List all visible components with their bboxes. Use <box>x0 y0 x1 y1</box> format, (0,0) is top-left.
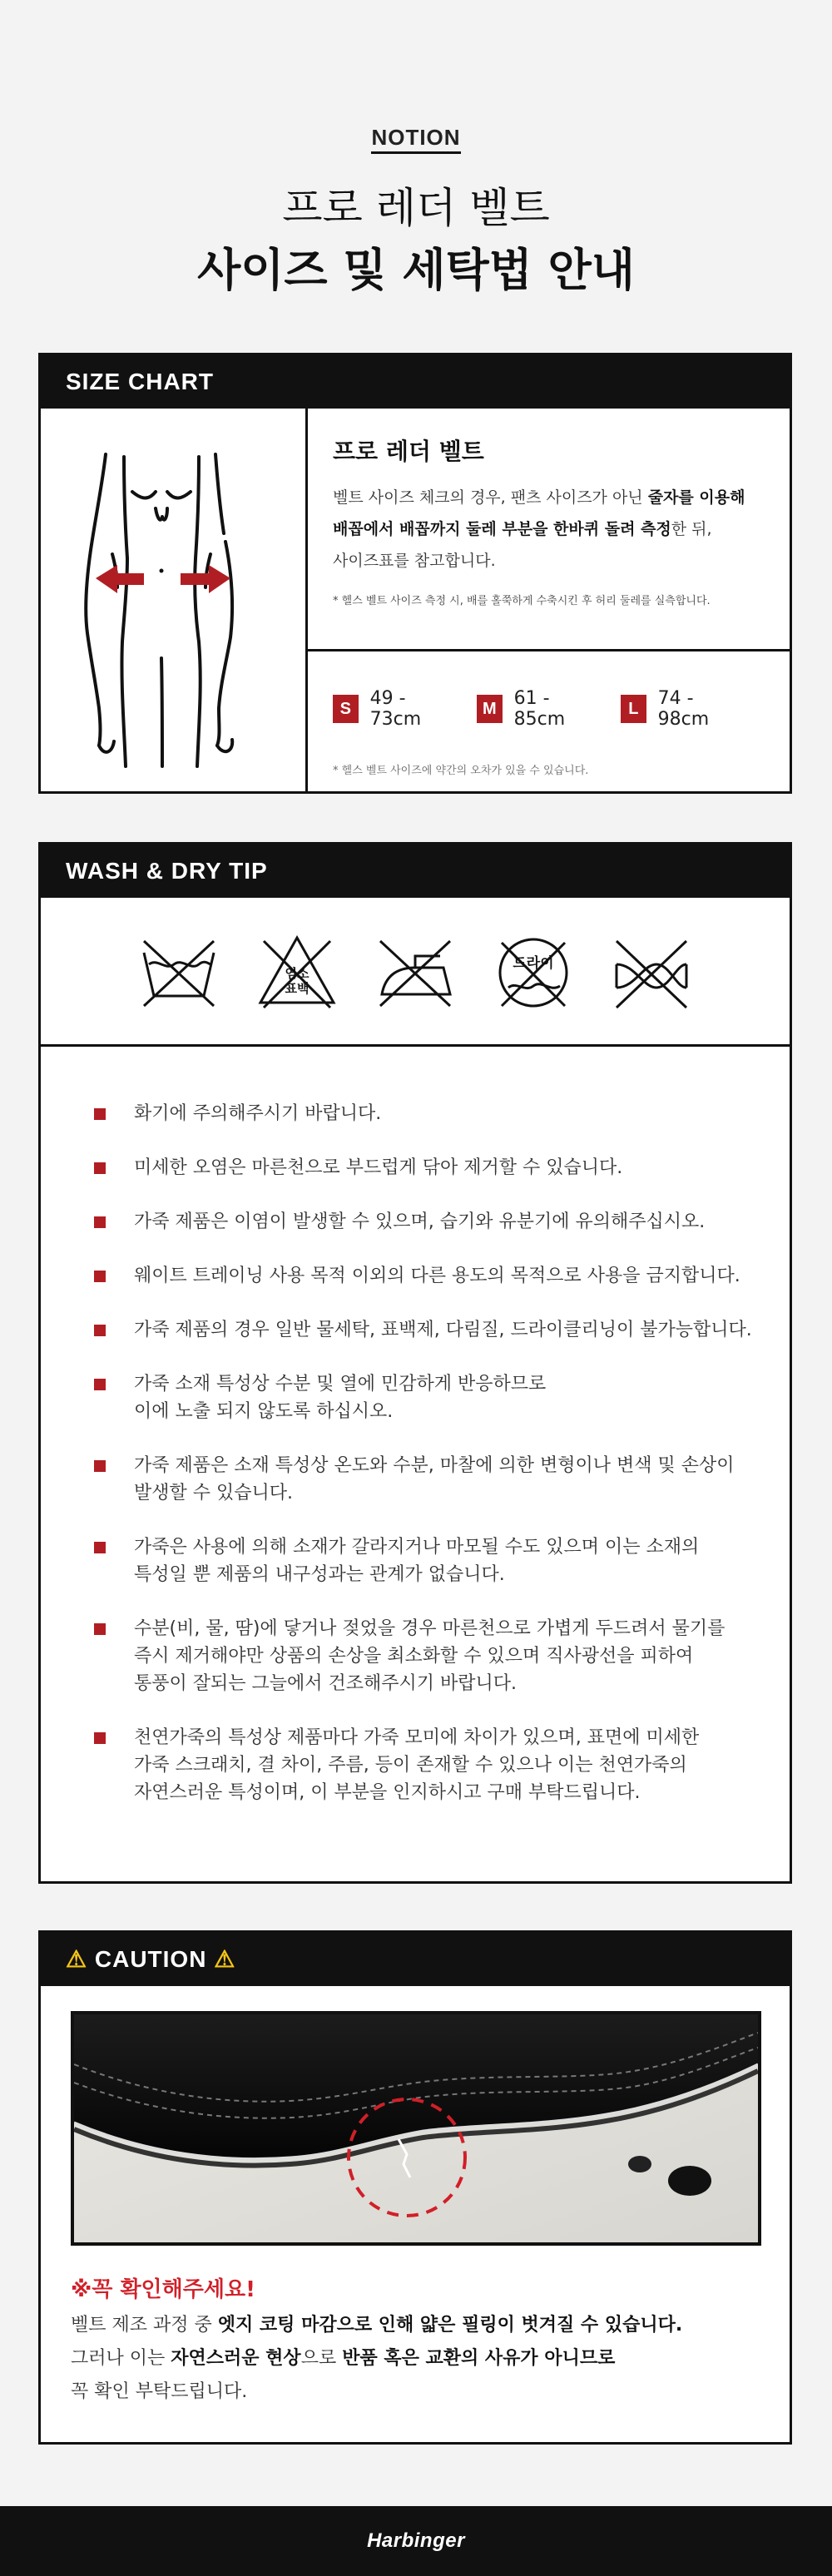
size-badge: M <box>477 695 503 723</box>
no-wring-icon <box>610 929 693 1013</box>
care-icons <box>41 898 790 1047</box>
footer <box>0 2506 832 2576</box>
caution-text: 벨트 제조 과정 중 엣지 코팅 마감으로 인해 얇은 필링이 벗겨질 수 있습니다. 그러나 이는 자연스러운 현상으로 반품 혹은 교환의 사유가 아니므로 꼭 확인 부탁드립니다. <box>71 2315 683 2402</box>
care-tip-text: 가죽 제품은 소재 특성상 온도와 수분, 마찰에 의한 변형이나 변색 및 손상이 발생할 수 있습니다. <box>134 1455 735 1503</box>
care-tip-item <box>94 1724 756 1806</box>
care-tip-item <box>94 1262 756 1290</box>
waist-measure-icon <box>41 409 305 791</box>
care-tip-item <box>94 1533 756 1588</box>
care-tip-item <box>94 1452 756 1507</box>
size-chart-heading: SIZE CHART <box>41 355 790 409</box>
bullet-square-icon <box>94 1325 106 1336</box>
size-info <box>308 409 790 791</box>
bullet-square-icon <box>94 1542 106 1553</box>
no-bleach-icon <box>255 929 339 1013</box>
care-tip-text: 가죽 제품의 경우 일반 물세탁, 표백제, 다림질, 드라이클리닝이 불가능합니다. <box>134 1320 752 1340</box>
care-tip-item <box>94 1316 756 1344</box>
body-illustration <box>41 409 308 791</box>
care-tip-item <box>94 1208 756 1236</box>
warning-icon: ⚠ <box>214 1946 236 1972</box>
product-name: 프로 레더 벨트 <box>333 438 484 465</box>
care-tip-text: 가죽 소재 특성상 수분 및 열에 민감하게 반응하므로 이에 노출 되지 않도록 하십시오. <box>134 1374 547 1422</box>
care-tip-text: 웨이트 트레이닝 사용 목적 이외의 다른 용도의 목적으로 사용을 금지합니다. <box>134 1266 740 1286</box>
warning-icon: ⚠ <box>66 1946 88 1972</box>
size-badge: S <box>333 695 359 723</box>
measure-note: * 헬스 벨트 사이즈 측정 시, 배를 홀쭉하게 수축시킨 후 허리 둘레를 실측합니다. <box>333 595 711 607</box>
harbinger-logo: Harbinger <box>367 2529 465 2552</box>
svg-text:염소: 염소 <box>285 966 310 981</box>
size-tolerance-note: * 헬스 벨트 사이즈에 약간의 오차가 있을 수 있습니다. <box>333 765 589 777</box>
page-title-line2: 사이즈 및 세탁법 안내 <box>197 244 635 296</box>
bullet-square-icon <box>94 1732 106 1744</box>
bullet-square-icon <box>94 1379 106 1390</box>
edge-peeling-photo <box>71 2011 761 2246</box>
bullet-square-icon <box>94 1271 106 1282</box>
svg-text:드라이: 드라이 <box>513 955 554 972</box>
size-range: 74 - 98cm <box>657 688 710 730</box>
size-chart-section <box>38 353 792 794</box>
care-tip-text: 가죽 제품은 이염이 발생할 수 있으며, 습기와 유분기에 유의해주십시오. <box>134 1211 706 1232</box>
care-tip-text: 미세한 오염은 마른천으로 부드럽게 닦아 제거할 수 있습니다. <box>134 1157 623 1178</box>
caution-section <box>38 1930 792 2445</box>
svg-text:표백: 표백 <box>285 981 310 996</box>
caution-heading: ⚠ CAUTION ⚠ <box>41 1933 790 1986</box>
bullet-square-icon <box>94 1162 106 1174</box>
size-s <box>333 688 453 730</box>
bullet-square-icon <box>94 1623 106 1635</box>
size-m <box>477 688 597 730</box>
no-iron-icon <box>374 929 457 1013</box>
no-wash-icon <box>137 929 220 1013</box>
size-badge: L <box>621 695 646 723</box>
care-tip-item <box>94 1154 756 1181</box>
bullet-square-icon <box>94 1216 106 1228</box>
no-dry-clean-icon <box>492 929 575 1013</box>
care-tip-text: 수분(비, 물, 땀)에 닿거나 젖었을 경우 마른천으로 가볍게 두드려서 물기를 즉시 제거해야만 상품의 손상을 최소화할 수 있으며 직사광선을 피하여 통풍이 잘되는 그늘에서 건조해주시기 바랍니다. <box>134 1618 726 1694</box>
bullet-square-icon <box>94 1108 106 1120</box>
care-tip-list <box>41 1047 790 1806</box>
size-range: 49 - 73cm <box>369 688 422 730</box>
size-range: 61 - 85cm <box>513 688 566 730</box>
wash-section <box>38 842 792 1884</box>
care-tip-text: 가죽은 사용에 의해 소재가 갈라지거나 마모될 수도 있으며 이는 소재의 특성일 뿐 제품의 내구성과는 관계가 없습니다. <box>134 1537 700 1585</box>
size-list <box>333 688 765 730</box>
caution-title: ※꼭 확인해주세요! <box>71 2277 255 2302</box>
measure-description: 벨트 사이즈 체크의 경우, 팬츠 사이즈가 아닌 줄자를 이용해 배꼽에서 배꼽까지 둘레 부분을 한바퀴 돌려 측정한 뒤, 사이즈표를 참고합니다. <box>333 488 745 570</box>
care-tip-item <box>94 1370 756 1425</box>
bullet-square-icon <box>94 1460 106 1472</box>
brand-label: NOTION <box>0 125 832 151</box>
care-tip-item <box>94 1615 756 1697</box>
care-tip-text: 천연가죽의 특성상 제품마다 가죽 모미에 차이가 있으며, 표면에 미세한 가죽 스크래치, 결 차이, 주름, 등이 존재할 수 있으나 이는 천연가죽의 자연스러운 특성이며, 이 부분을 인지하시고 구매 부탁드립니다. <box>134 1727 700 1803</box>
care-tip-text: 화기에 주의해주시기 바랍니다. <box>134 1103 382 1124</box>
size-l <box>621 688 741 730</box>
care-tip-item <box>94 1100 756 1127</box>
wash-heading: WASH & DRY TIP <box>41 845 790 898</box>
page-title-line1: 프로 레더 벨트 <box>282 184 550 232</box>
